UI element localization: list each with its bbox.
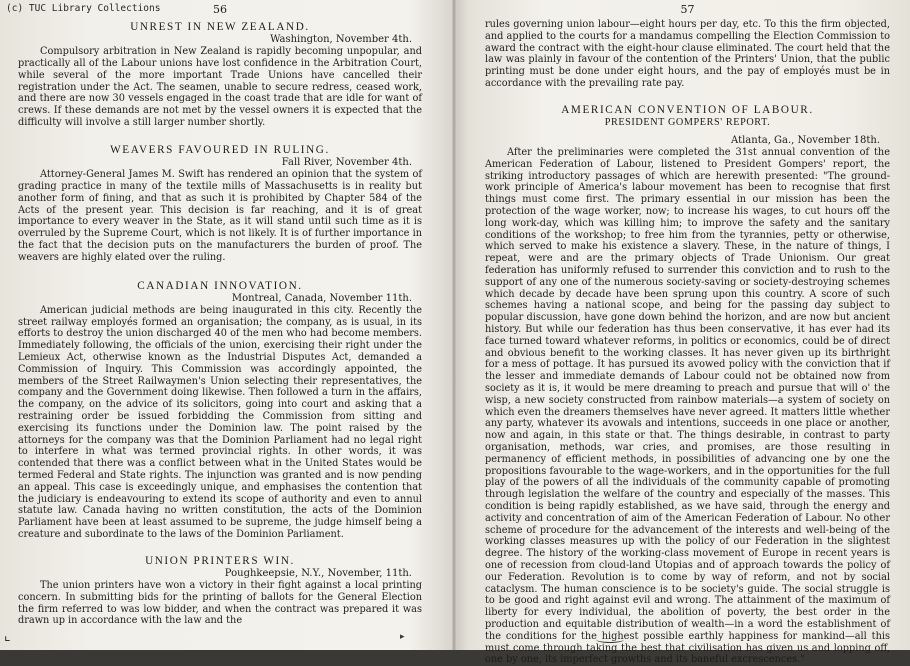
article-title: UNION PRINTERS WIN. <box>145 554 295 567</box>
page-edge-mark: ⌞ <box>4 628 11 644</box>
article-canadian-innovation <box>18 280 422 541</box>
article-title: CANADIAN INNOVATION. <box>137 279 303 292</box>
article-unrest-new-zealand <box>18 21 422 129</box>
left-page <box>18 0 422 627</box>
article-subtitle: PRESIDENT GOMPERS' REPORT. <box>604 116 771 128</box>
article-weavers-favoured <box>18 144 422 264</box>
print-speck: ▸ <box>400 632 405 642</box>
right-page <box>485 0 890 666</box>
page-number-left: 56 <box>213 3 227 16</box>
article-title: UNREST IN NEW ZEALAND. <box>130 21 310 33</box>
article-dateline: Atlanta, Ga., November 18th. <box>731 134 880 146</box>
article-dateline: Poughkeepsie, N.Y., November, 11th. <box>224 567 412 579</box>
article-title: AMERICAN CONVENTION OF LABOUR. <box>561 103 814 116</box>
article-body: The union printers have won a victory in their fight against a local printing concern. In submitting bids for the printing of ballots for the General Election the firm referred to was low bidder, and when the contract was prepared it was drawn up in accordance with the law and the <box>18 580 422 627</box>
article-body: Compulsory arbitration in New Zealand is rapidly becoming unpopular, and practically all of the Labour unions have lost confidence in the Arbitration Court, while several of the more important Trade Unions have cancelled their registration under the Act. The seamen, unable to secure redress, ceased work, and there are now 30 vessels engaged in the coast trade that are idle for want of crews. If these demands are not met by the vessel owners it is expected that the difficulty will involve a still larger number shortly. <box>18 46 422 129</box>
article-dateline: Fall River, November 4th. <box>281 156 412 168</box>
article-continuation: rules governing union labour—eight hours per day, etc. To this the firm objected, and applied to the courts for a mandamus compelling the Election Commission to award the contract with the eight-hour clause eliminated. The court held that the law was plainly in favour of the contention of the Printers' Union, that the public printing must be done under eight hours, and the pay of employés must be in accordance with the prevailing rate pay. <box>485 19 890 89</box>
article-union-printers-win <box>18 555 422 627</box>
article-title: WEAVERS FAVOURED IN RULING. <box>110 143 330 156</box>
article-dateline: Montreal, Canada, November 11th. <box>231 292 412 304</box>
article-body: After the preliminaries were completed the 31st annual convention of the American Federation of Labour, listened to President Gompers' report, the striking introductory passages of which are herewith presented: "The ground-work principle of America's labour movement has been to recognise that first things must come first. The primary essential in our mission has been the protection of the wage worker, now; to increase his wages, to cut hours off the long work-day, which was killing him; to improve the safety and the sanitary conditions of the workshop; to free him from the tyrannies, petty or otherwise, which served to make his existence a slavery. These, in the nature of things, I repeat, were and are the primary objects of Trade Unionism. Our great federation has uniformly refused to surrender this conviction and to rush to the support of any one of the numerous society-saving or society-destroying schemes which decade by decade have been sprung upon this country. A score of such schemes having a national scope, and being for the passing day subject to popular discussion, have gone down behind the horizon, and are now but ancient history. But while our federation has thus been conservative, it has ever had its face turned toward whatever reforms, in politics or economics, could be of direct and obvious benefit to the working classes. It has never given up its birthright for a mess of pottage. It has pursued its avowed policy with the conviction that if the lesser and immediate demands of Labour could not be obtained now from society as it is, it would be mere dreaming to preach and pursue that will o' the wisp, a new society constructed from rainbow materials—a system of society on which even the dreamers themselves have never agreed. It matters little whether any party, whatever its avowals and intentions, succeeds in one place or another, now and again, in this state or that. The things desirable, in contrast to party organisation, methods, war cries, and promises, are those resulting in permanency of efficient methods, in possibilities of advancing one by one the propositions favourable to the wage-workers, and in the opportunities for the full play of the powers of all the individuals of the community capable of promoting through legislation the welfare of the country and especially of the masses. This condition is being rapidly established, as we have said, through the energy and activity and concentration of aim of the American Federation of Labour. No other scheme of procedure for the advancement of the interests and well-being of the working classes measures up with the policy of our Federation in the slightest degree. The history of the working-class movement of Europe in recent years is one of recession from cloud-land Utopias and of approach towards the policy of our Federation. Revolution is to come by way of reform, and not by social cataclysm. The human conscience is to be society's guide. The social struggle is to be good and right against evil and wrong. The attainment of the maximum of liberty for every individual, the abolition of poverty, the best order in the production and equitable distribution of wealth—in a word the establishment of the conditions for the highest possible earthly happiness for mankind—all this must come through taking the best that civilisation has given us and lopping off, one by one, its imperfect growths and its baneful excrescences." <box>485 147 890 666</box>
article-american-convention <box>485 104 890 666</box>
page-number-right: 57 <box>680 3 695 16</box>
book-gutter <box>452 0 456 650</box>
copyright-notice: (c) TUC Library Collections <box>6 3 161 14</box>
pen-mark <box>596 636 624 643</box>
article-dateline: Washington, November 4th. <box>270 34 412 45</box>
article-body: American judicial methods are being inaugurated in this city. Recently the street railway employés formed an organisation; the company, as is usual, in its efforts to destroy the union discharged 40 of the men who had become members. Immediately following, the officials of the union, exercising their right under the Lemieux Act, otherwise known as the Industrial Disputes Act, demanded a Commission of Inquiry. This Commission was accordingly appointed, the members of the Street Railwaymen's Union selecting their representatives, the company and the Government doing likewise. Then followed a turn in the affairs, the company, on the advice of its solicitors, going into court and asking that a restraining order be issued forbidding the Commission from sitting and exercising its functions under the Dominion law. The point raised by the attorneys for the company was that the Dominion Parliament had no legal right to interfere in what was termed provincial rights. In other words, it was contended that there was a conflict between what in the United States would be termed Federal and State rights. The injunction was granted and is now pending an appeal. This case is exceedingly unique, and emphasises the contention that the judiciary is endeavouring to extend its scope of authority and even to annul statute law. Canada having no written constitution, the acts of the Dominion Parliament have been at least assumed to be supreme, the judge himself being a creature and subordinate to the laws of the Dominion Parliament. <box>18 304 422 540</box>
article-body: Attorney-General James M. Swift has rendered an opinion that the system of grading practice in many of the textile mills of Massachusetts is in reality but another form of fining, and that as such it is prohibited by Chapter 584 of the Acts of the present year. This decision is far reaching, and it is of great importance to every weaver in the State, as it will stand until such time as it is overruled by the Supreme Court, which is not likely. It is of further importance in the fact that the decision puts on the manufacturers the burden of proof. The weavers are highly elated over the ruling. <box>18 169 422 263</box>
